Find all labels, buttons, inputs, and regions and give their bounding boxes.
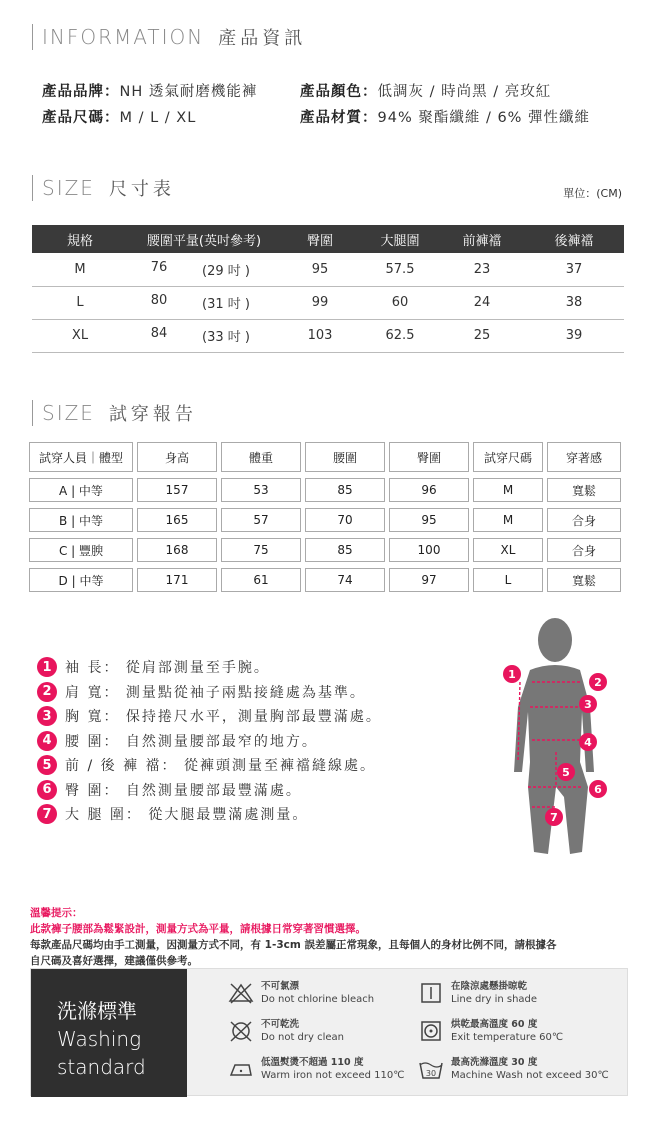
color-line: [300, 80, 551, 101]
material-label: 產品材質：: [300, 110, 378, 126]
col-header: 後褲襠: [524, 225, 624, 253]
number-badge: 7: [37, 804, 57, 824]
size-line: [42, 106, 196, 127]
tips-title: 溫馨提示：: [30, 907, 83, 919]
cell-waist: [128, 286, 280, 319]
waist-cm: 84: [150, 326, 168, 341]
col-header: 規格: [32, 225, 128, 253]
cell-back-rise: 39: [524, 319, 624, 352]
trial-report-header: [32, 400, 197, 426]
wash-zh: 最高洗滌溫度 30 度: [451, 1057, 538, 1068]
line-dry-icon: [417, 981, 445, 1005]
trial-cell: 171: [137, 568, 217, 592]
wash-en: Exit temperature 60℃: [451, 1032, 564, 1043]
trial-cell: 165: [137, 508, 217, 532]
trial-col-header: 試穿人員｜體型: [29, 442, 133, 472]
color-label: 產品顏色：: [300, 84, 378, 100]
measure-text: 前 / 後 褲 襠： 從褲頭測量至褲襠縫線處。: [65, 758, 376, 775]
brand-line: [42, 80, 257, 101]
trial-cell: M: [473, 478, 543, 502]
measure-text: 胸 寬： 保持捲尺水平，測量胸部最豐滿處。: [65, 709, 382, 726]
figure-marker-label: 6: [594, 783, 602, 796]
table-row: [32, 253, 624, 286]
list-item: [37, 753, 382, 778]
size-label: 產品尺碼：: [42, 110, 120, 126]
trial-cell: 75: [221, 538, 301, 562]
cell-size: M: [32, 253, 128, 286]
list-item: [37, 729, 382, 754]
wash-instruction: [417, 981, 537, 1006]
information-title-en: INFORMATION: [42, 25, 205, 49]
trial-col-header: 穿著感: [547, 442, 621, 472]
trial-cell: A | 中等: [29, 478, 133, 502]
wash-zh: 烘乾最高溫度 60 度: [451, 1019, 538, 1030]
brand-value: NH 透氣耐磨機能褲: [119, 84, 258, 100]
trial-table: [29, 442, 629, 598]
cell-hip: 95: [280, 253, 360, 286]
figure-marker-label: 3: [584, 698, 592, 711]
wash-en: Do not dry clean: [261, 1032, 345, 1043]
table-row: [32, 286, 624, 319]
size-chart-header: [32, 175, 175, 201]
trial-title-en: SIZE: [42, 401, 95, 425]
trial-header-row: [29, 442, 629, 472]
trial-cell: XL: [473, 538, 543, 562]
measure-text: 腰 圍： 自然測量腰部最窄的地方。: [65, 733, 318, 750]
trial-cell: 70: [305, 508, 385, 532]
wash-instruction: [227, 1019, 344, 1044]
trial-col-header: 腰圍: [305, 442, 385, 472]
cell-back-rise: 38: [524, 286, 624, 319]
waist-inch: (31 吋 ): [202, 297, 250, 312]
information-title-zh: 產品資訊: [218, 28, 307, 49]
list-item: [37, 802, 382, 827]
material-value: 94% 聚酯纖維 / 6% 彈性纖維: [377, 110, 591, 126]
list-item: [37, 778, 382, 803]
size-chart-title-zh: 尺寸表: [108, 179, 175, 200]
cell-waist: [128, 253, 280, 286]
list-item: [37, 680, 382, 705]
washing-title-en: standard: [57, 1055, 146, 1079]
figure-marker-label: 1: [508, 668, 516, 681]
measurement-guide: [37, 655, 382, 827]
iron-icon: [227, 1057, 255, 1081]
tips-section: [30, 905, 630, 969]
cell-hip: 99: [280, 286, 360, 319]
waist-inch: (29 吋 ): [202, 263, 250, 279]
measure-text: 袖 長： 從肩部測量至手腕。: [65, 660, 270, 677]
trial-cell: 寬鬆: [547, 478, 621, 502]
table-row: [32, 319, 624, 352]
trial-col-header: 臀圍: [389, 442, 469, 472]
information-header: [32, 24, 306, 50]
wash-zh: 不可氯漂: [261, 981, 300, 992]
trial-row: [29, 538, 629, 562]
cell-thigh: 60: [360, 286, 440, 319]
wash-en: Do not chlorine bleach: [261, 994, 375, 1005]
number-badge: 6: [37, 780, 57, 800]
wash-zh: 不可乾洗: [261, 1019, 300, 1030]
number-badge: 1: [37, 657, 57, 677]
cell-thigh: 57.5: [360, 253, 440, 286]
material-line: [300, 106, 590, 127]
trial-cell: 97: [389, 568, 469, 592]
trial-cell: 57: [221, 508, 301, 532]
trial-row: [29, 478, 629, 502]
trial-cell: 96: [389, 478, 469, 502]
trial-cell: 合身: [547, 508, 621, 532]
brand-label: 產品品牌：: [42, 84, 120, 100]
wash-zh: 在陰涼處懸掛晾乾: [451, 981, 528, 992]
size-value: M / L / XL: [119, 110, 197, 126]
trial-cell: 74: [305, 568, 385, 592]
size-table: [32, 225, 624, 353]
trial-cell: 85: [305, 478, 385, 502]
trial-cell: 85: [305, 538, 385, 562]
trial-title-zh: 試穿報告: [108, 404, 197, 425]
wash-30-icon: [417, 1057, 445, 1081]
size-table-header: [32, 225, 624, 253]
wash-en: Machine Wash not exceed 30℃: [451, 1070, 609, 1081]
washing-title-block: [31, 969, 187, 1097]
body-figure-illustration: [490, 612, 620, 867]
figure-marker-label: 7: [550, 811, 558, 824]
size-chart-title-en: SIZE: [42, 176, 95, 200]
cell-waist: [128, 319, 280, 352]
trial-cell: C | 豐腴: [29, 538, 133, 562]
tips-line: 自尺碼及喜好選擇，建議僅供參考。: [30, 955, 198, 967]
list-item: [37, 655, 382, 680]
col-header: 大腿圍: [360, 225, 440, 253]
trial-row: [29, 568, 629, 592]
list-item: [37, 704, 382, 729]
trial-cell: D | 中等: [29, 568, 133, 592]
wash-temp-label: 30: [425, 1069, 437, 1078]
tips-line: 每款產品尺碼均由手工測量，因測量方式不同，有 1-3cm 誤差屬正常現象，且每個人的身材比例不同，請根據各: [30, 939, 557, 951]
trial-cell: M: [473, 508, 543, 532]
measure-text: 肩 寬： 測量點從袖子兩點接縫處為基準。: [65, 684, 366, 701]
cell-front-rise: 25: [440, 319, 524, 352]
unit-label: 單位：(CM): [563, 187, 622, 200]
col-header: 腰圍平量(英吋參考): [128, 225, 280, 253]
cell-back-rise: 37: [524, 253, 624, 286]
trial-cell: 合身: [547, 538, 621, 562]
trial-col-header: 試穿尺碼: [473, 442, 543, 472]
waist-inch: (33 吋 ): [202, 330, 250, 345]
figure-marker-label: 2: [594, 676, 602, 689]
wash-en: Line dry in shade: [451, 994, 538, 1005]
wash-zh: 低溫熨燙不超過 110 度: [261, 1057, 364, 1068]
cell-front-rise: 23: [440, 253, 524, 286]
trial-cell: 100: [389, 538, 469, 562]
number-badge: 3: [37, 706, 57, 726]
figure-marker-label: 5: [562, 766, 570, 779]
tips-line: 此款褲子腰部為鬆緊設計，測量方式為平量，請根據日常穿著習慣選擇。: [30, 923, 366, 935]
number-badge: 2: [37, 682, 57, 702]
measure-text: 大 腿 圍： 從大腿最豐滿處測量。: [65, 807, 309, 824]
waist-cm: 80: [150, 293, 168, 308]
washing-standard-panel: [30, 968, 628, 1096]
no-bleach-icon: [227, 981, 255, 1005]
cell-hip: 103: [280, 319, 360, 352]
wash-instruction: [417, 1019, 563, 1044]
cell-front-rise: 24: [440, 286, 524, 319]
wash-instruction: [417, 1057, 609, 1082]
tumble-dry-icon: [417, 1019, 445, 1043]
figure-marker-label: 4: [584, 736, 592, 749]
measure-text: 臀 圍： 自然測量腰部最豐滿處。: [65, 782, 302, 799]
washing-title-en: Washing: [57, 1027, 142, 1051]
col-header: 前褲襠: [440, 225, 524, 253]
col-header: 臀圍: [280, 225, 360, 253]
trial-cell: 157: [137, 478, 217, 502]
number-badge: 5: [37, 755, 57, 775]
trial-cell: 寬鬆: [547, 568, 621, 592]
cell-size: L: [32, 286, 128, 319]
wash-en: Warm iron not exceed 110℃: [261, 1070, 405, 1081]
cell-size: XL: [32, 319, 128, 352]
cell-thigh: 62.5: [360, 319, 440, 352]
trial-cell: 61: [221, 568, 301, 592]
washing-title-zh: 洗滌標準: [57, 999, 137, 1023]
trial-row: [29, 508, 629, 532]
trial-cell: 53: [221, 478, 301, 502]
trial-cell: 168: [137, 538, 217, 562]
trial-cell: 95: [389, 508, 469, 532]
wash-instruction: [227, 981, 374, 1006]
waist-cm: 76: [150, 259, 168, 275]
trial-cell: B | 中等: [29, 508, 133, 532]
wash-instruction: [227, 1057, 404, 1082]
number-badge: 4: [37, 731, 57, 751]
color-value: 低調灰 / 時尚黑 / 亮玫紅: [377, 84, 552, 100]
trial-col-header: 體重: [221, 442, 301, 472]
trial-cell: L: [473, 568, 543, 592]
no-dry-clean-icon: [227, 1019, 255, 1043]
trial-col-header: 身高: [137, 442, 217, 472]
